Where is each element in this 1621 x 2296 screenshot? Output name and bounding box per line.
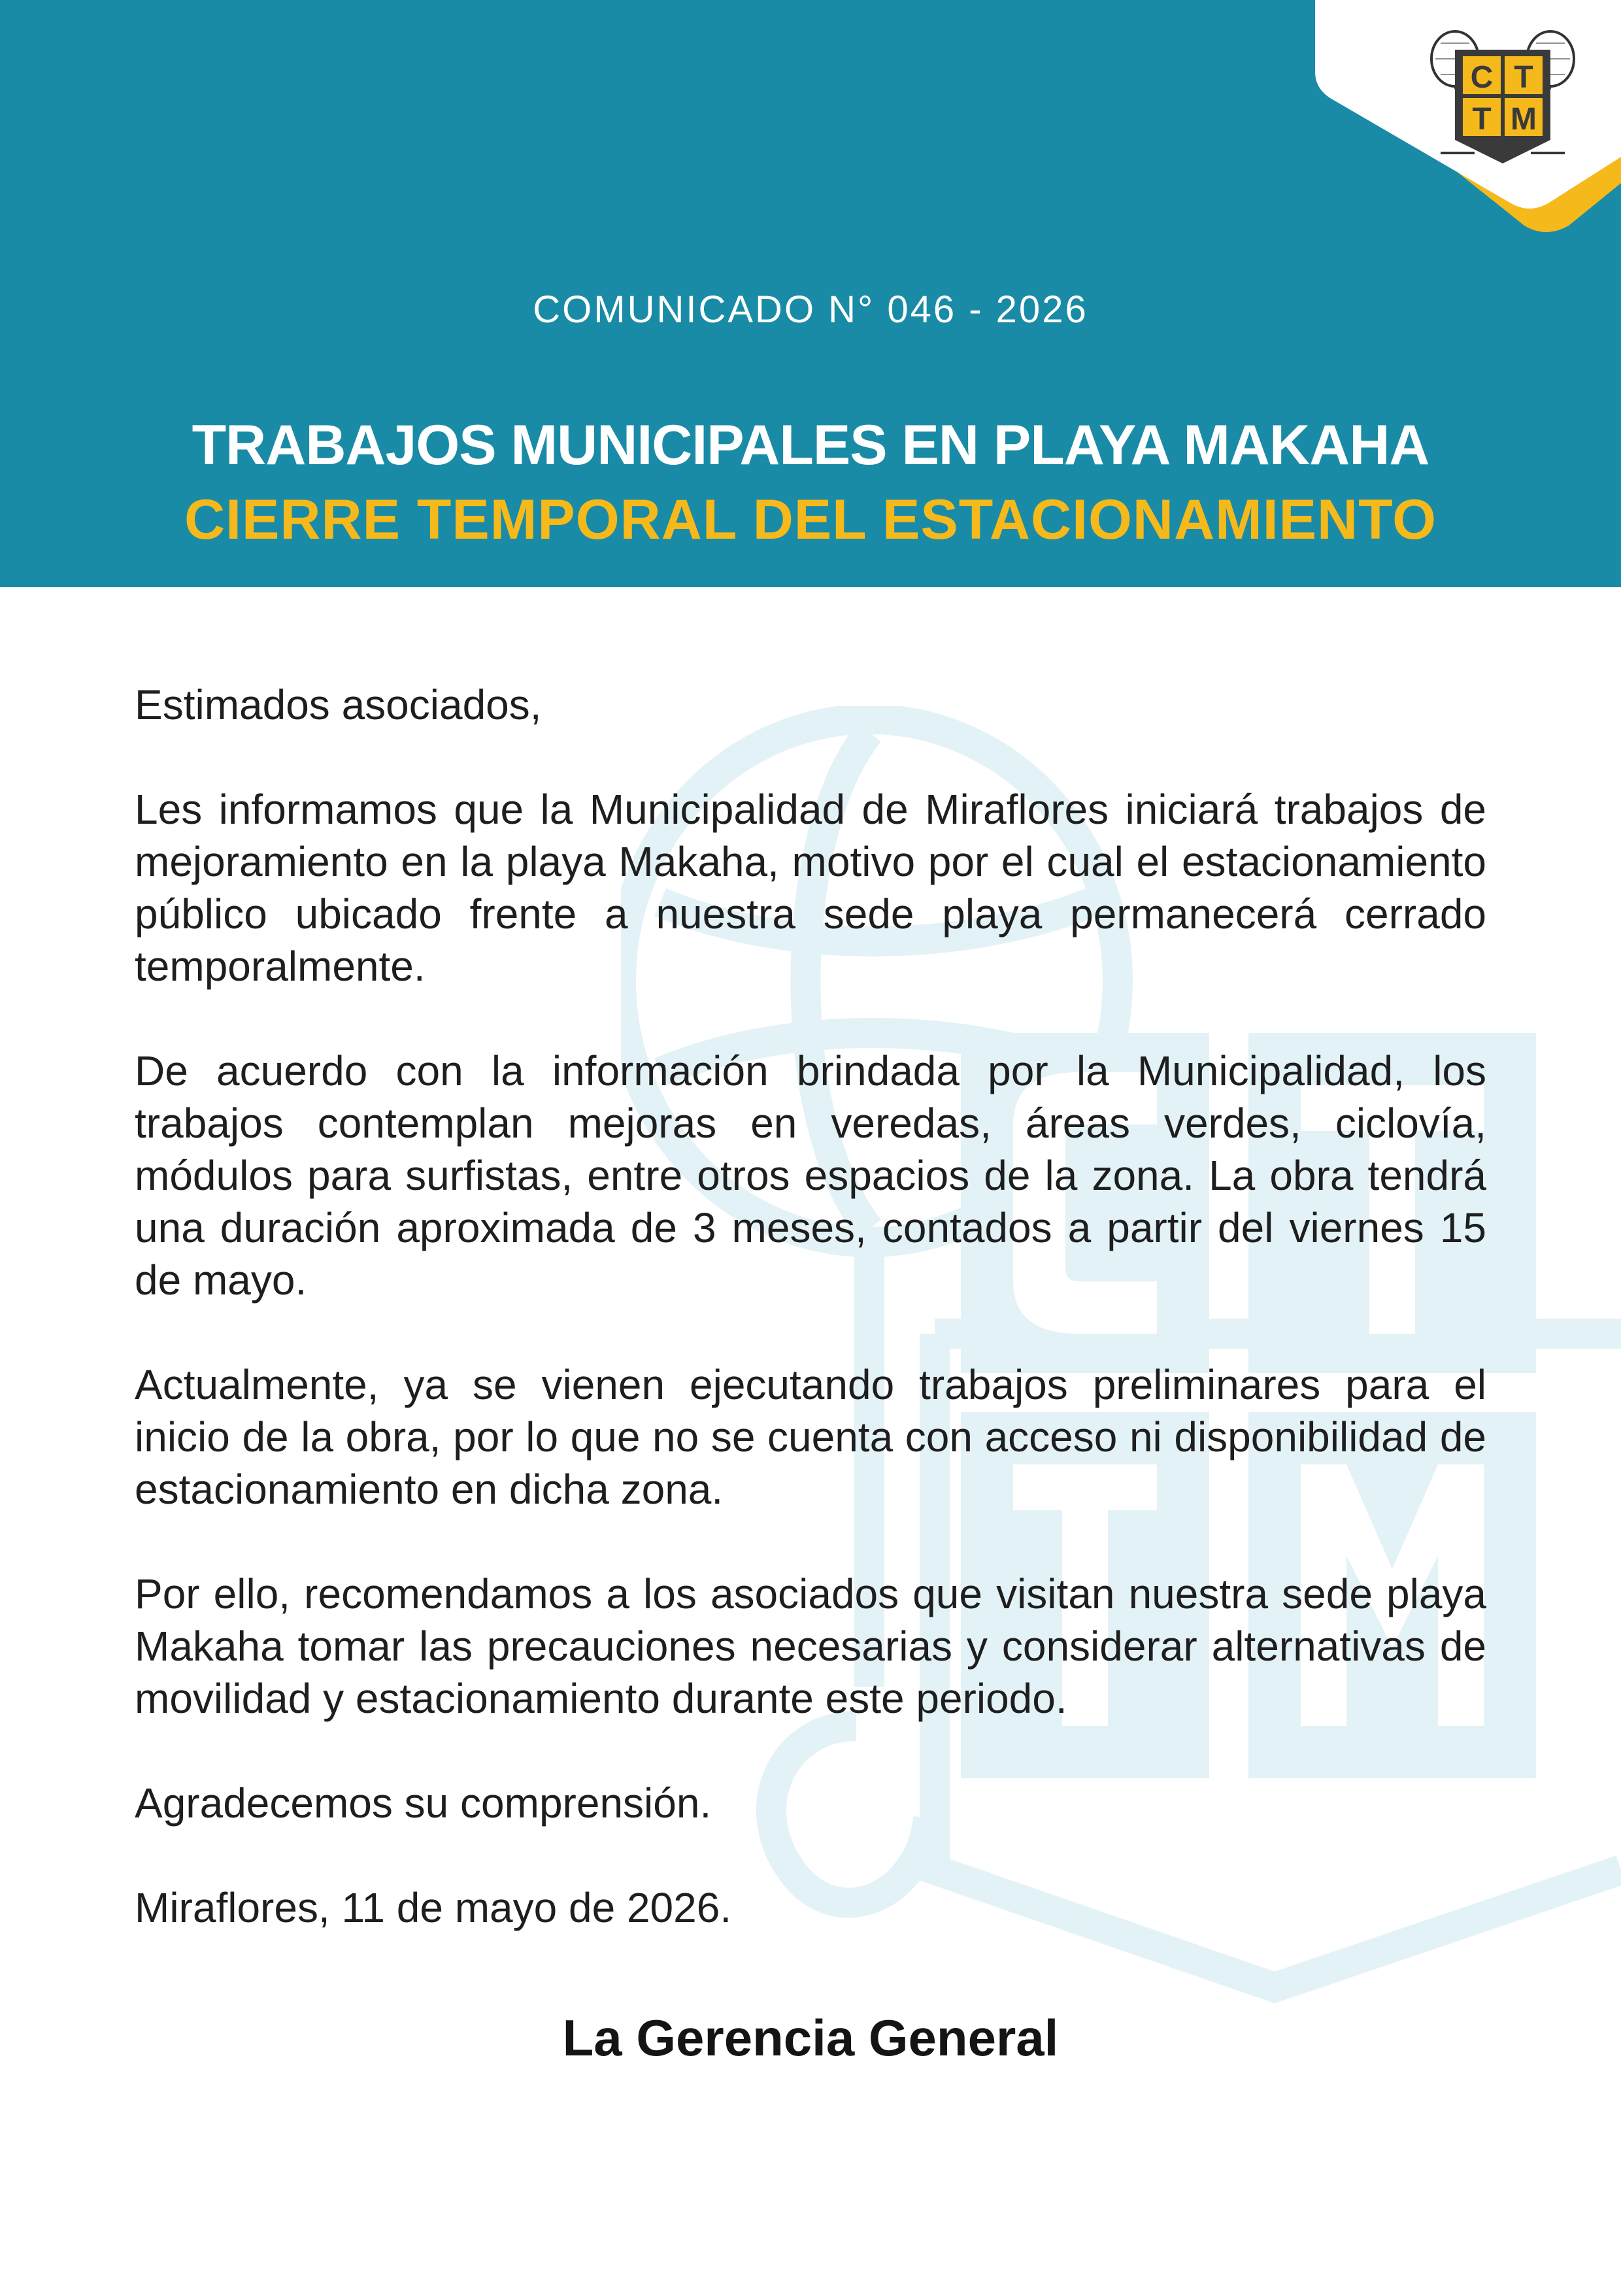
- logo-letter-t2: T: [1472, 102, 1492, 137]
- letter-place-date: Miraflores, 11 de mayo de 2026.: [135, 1884, 732, 1931]
- spacer: [135, 1725, 1486, 1777]
- logo-letter-m: M: [1511, 102, 1537, 137]
- comunicado-number: COMUNICADO N° 046 - 2026: [533, 288, 1088, 331]
- spacer: [135, 731, 1486, 783]
- signature: La Gerencia General: [562, 2009, 1059, 2067]
- letter-paragraph-2: De acuerdo con la información brindada por la Municipalidad, los trabajos contemplan mejoras en veredas, áreas verdes, ciclovía, módulos para surfistas, entre otros espacios de la zona. La obra tendrá una duración aproximada de 3 meses, contados a partir del viernes 15 de mayo.: [135, 1047, 1486, 1304]
- spacer: [135, 1515, 1486, 1568]
- spacer: [135, 1829, 1486, 1882]
- letter-body: [135, 679, 1486, 1934]
- letter-greeting: Estimados asociados,: [135, 681, 542, 728]
- spacer: [135, 992, 1486, 1045]
- letter-closing: Agradecemos su comprensión.: [135, 1780, 712, 1827]
- logo-letter-t1: T: [1514, 60, 1533, 95]
- spacer: [135, 1306, 1486, 1359]
- logo-letter-c: C: [1470, 60, 1494, 95]
- title-line-2: CIERRE TEMPORAL DEL ESTACIONAMIENTO: [184, 488, 1437, 551]
- letter-paragraph-4: Por ello, recomendamos a los asociados que visitan nuestra sede playa Makaha tomar las precauciones necesarias y considerar alternativas de movilidad y estacionamiento durante este periodo.: [135, 1570, 1486, 1722]
- ctm-logo: [1414, 24, 1591, 171]
- title-line-1: TRABAJOS MUNICIPALES EN PLAYA MAKAHA: [192, 414, 1429, 477]
- letter-paragraph-3: Actualmente, ya se vienen ejecutando trabajos preliminares para el inicio de la obra, por lo que no se cuenta con acceso ni disponibilidad de estacionamiento en dicha zona.: [135, 1361, 1486, 1513]
- corner-decoration: [0, 0, 1621, 262]
- letter-paragraph-1: Les informamos que la Municipalidad de Miraflores iniciará trabajos de mejoramiento en la playa Makaha, motivo por el cual el estacionamiento público ubicado frente a nuestra sede playa permanecerá cerrado temporalmente.: [135, 786, 1486, 990]
